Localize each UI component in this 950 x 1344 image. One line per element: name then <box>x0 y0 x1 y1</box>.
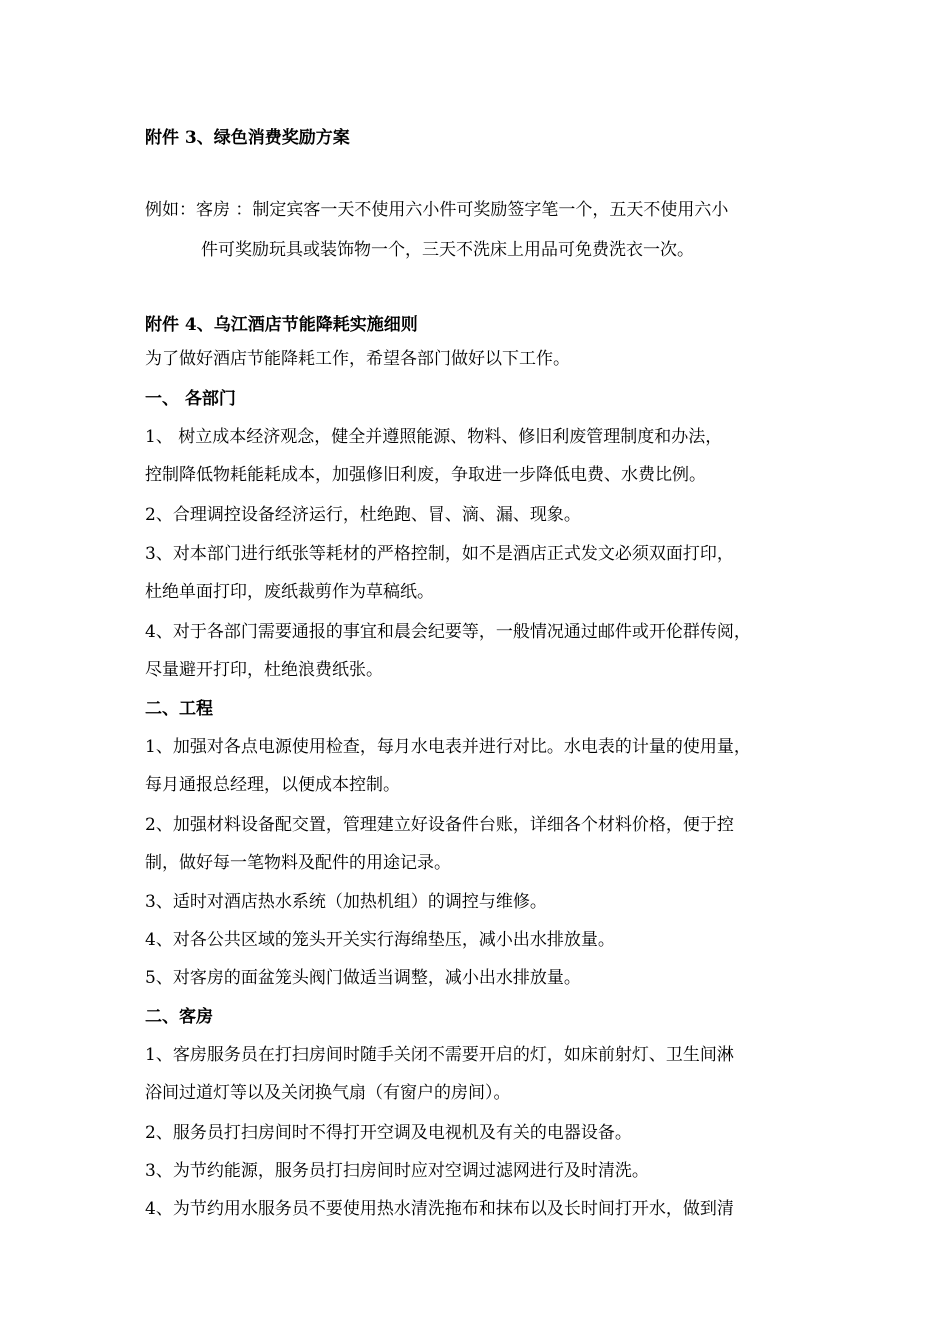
section-line: 1、客房服务员在打扫房间时随手关闭不需要开启的灯，如床前射灯、卫生间淋 <box>145 1045 734 1065</box>
section-line: 4、对各公共区域的笼头开关实行海绵垫压，减小出水排放量。 <box>145 930 615 950</box>
section-heading-departments: 一、 各部门 <box>145 389 236 409</box>
section-line: 每月通报总经理，以便成本控制。 <box>145 775 400 795</box>
example-line-2: 件可奖励玩具或装饰物一个，三天不洗床上用品可免费洗衣一次。 <box>201 240 694 260</box>
attachment3-title: 附件 3、绿色消费奖励方案 <box>145 128 350 148</box>
section-line: 1、加强对各点电源使用检查，每月水电表并进行对比。水电表的计量的使用量， <box>145 737 751 757</box>
section-line: 3、为节约能源，服务员打扫房间时应对空调过滤网进行及时清洗。 <box>145 1161 649 1181</box>
section-line: 4、对于各部门需要通报的事宜和晨会纪要等，一般情况通过邮件或开伦群传阅， <box>145 622 751 642</box>
section-line: 5、对客房的面盆笼头阀门做适当调整，减小出水排放量。 <box>145 968 581 988</box>
section-line: 2、服务员打扫房间时不得打开空调及电视机及有关的电器设备。 <box>145 1123 632 1143</box>
section-line: 2、合理调控设备经济运行，杜绝跑、冒、滴、漏、现象。 <box>145 505 581 525</box>
intro-paragraph: 为了做好酒店节能降耗工作，希望各部门做好以下工作。 <box>145 349 570 369</box>
section-line: 尽量避开打印，杜绝浪费纸张。 <box>145 660 383 680</box>
section-line: 杜绝单面打印，废纸裁剪作为草稿纸。 <box>145 582 434 602</box>
section-line: 控制降低物耗能耗成本，加强修旧利废，争取进一步降低电费、水费比例。 <box>145 465 706 485</box>
section-line: 3、对本部门进行纸张等耗材的严格控制，如不是酒店正式发文必须双面打印， <box>145 544 734 564</box>
section-line: 浴间过道灯等以及关闭换气扇（有窗户的房间）。 <box>145 1083 511 1103</box>
section-line: 4、为节约用水服务员不要使用热水清洗拖布和抹布以及长时间打开水，做到清 <box>145 1199 734 1219</box>
example-line-1: 例如：客房 ：制定宾客一天不使用六小件可奖励签字笔一个，五天不使用六小 <box>145 200 729 220</box>
section-heading-housekeeping: 二、客房 <box>145 1007 213 1027</box>
section-line: 制，做好每一笔物料及配件的用途记录。 <box>145 853 451 873</box>
section-line: 2、加强材料设备配交置，管理建立好设备件台账，详细各个材料价格，便于控 <box>145 815 734 835</box>
section-line: 3、适时对酒店热水系统（加热机组）的调控与维修。 <box>145 892 547 912</box>
section-heading-engineering: 二、工程 <box>145 699 213 719</box>
section-line: 1、 树立成本经济观念，健全并遵照能源、物料、修旧利废管理制度和办法， <box>145 427 723 447</box>
attachment4-title: 附件 4、乌江酒店节能降耗实施细则 <box>145 315 418 335</box>
